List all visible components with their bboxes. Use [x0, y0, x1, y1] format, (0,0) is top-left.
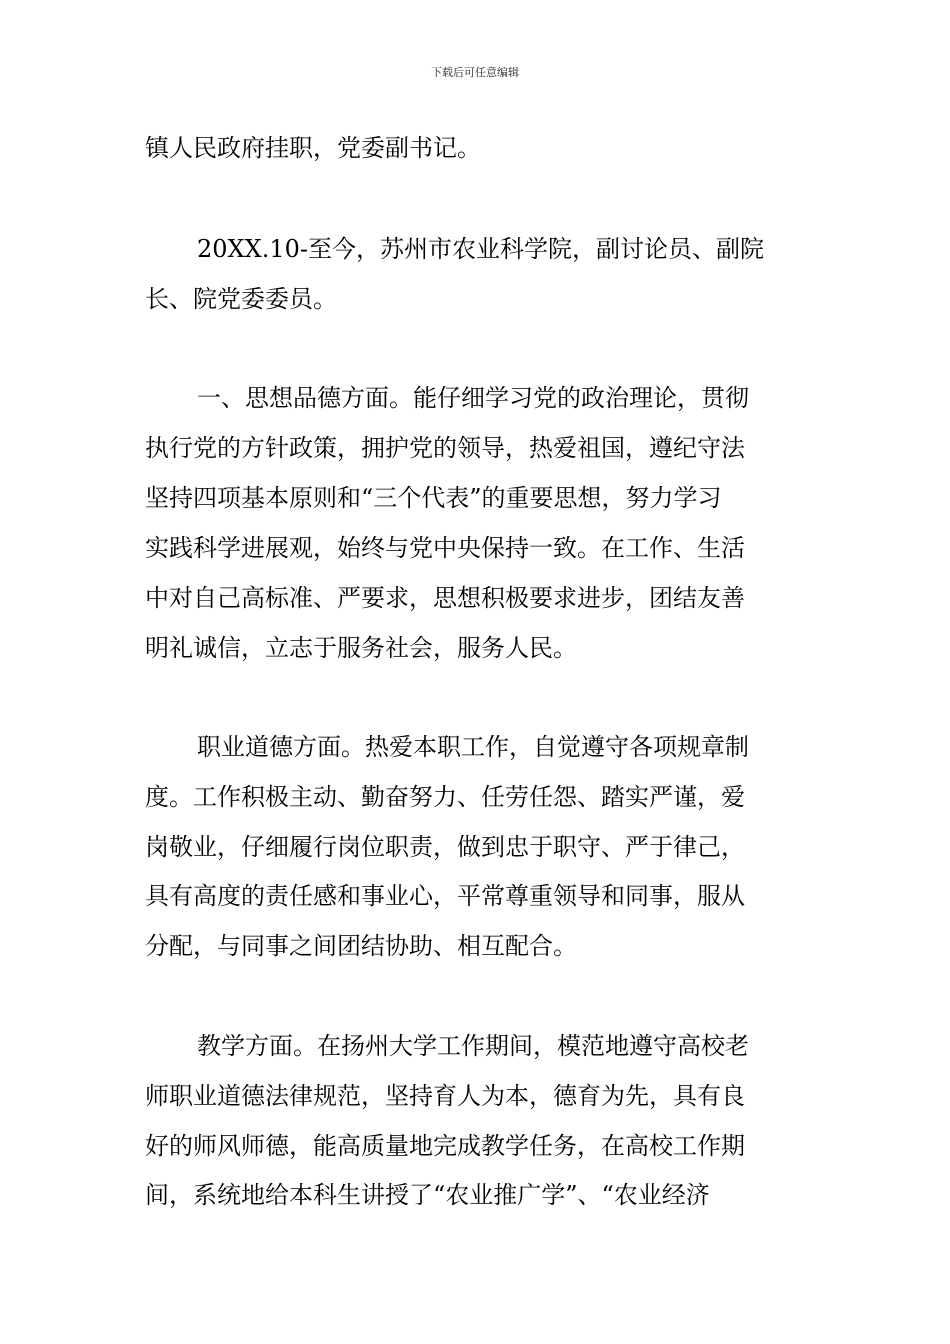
text-line: 度。工作积极主动、勤奋努力、任劳任怨、踏实严谨，爱 [145, 783, 745, 811]
text-line: 间，系统地给本科生讲授了“农业推广学”、“农业经济 [145, 1181, 710, 1209]
text-line: 好的师风师德，能高质量地完成教学任务，在高校工作期 [145, 1132, 745, 1160]
text-line: 师职业道德法律规范，坚持育人为本，德育为先，具有良 [145, 1082, 745, 1110]
text-line: 教学方面。在扬州大学工作期间，模范地遵守高校老 [197, 1032, 749, 1060]
text-line: 中对自己高标准、严要求，思想积极要求进步，团结友善 [145, 584, 745, 612]
text-line: 长、院党委委员。 [145, 285, 337, 313]
text-line: 岗敬业，仔细履行岗位职责，做到忠于职守、严于律己， [145, 833, 745, 861]
text-line: 20XX.10-至今，苏州市农业科学院，副讨论员、副院 [197, 235, 764, 263]
text-line: 执行党的方针政策，拥护党的领导，热爱祖国，遵纪守法 [145, 434, 745, 462]
text-line: 坚持四项基本原则和“三个代表”的重要思想，努力学习 [145, 484, 722, 512]
text-line: 具有高度的责任感和事业心，平常尊重领导和同事，服从 [145, 882, 745, 910]
text-line: 镇人民政府挂职，党委副书记。 [145, 134, 481, 162]
text-line: 实践科学进展观，始终与党中央保持一致。在工作、生活 [145, 534, 745, 562]
text-line: 一、思想品德方面。能仔细学习党的政治理论，贯彻 [197, 384, 749, 412]
text-line: 分配，与同事之间团结协助、相互配合。 [145, 932, 577, 960]
page-header: 下载后可任意编辑 [431, 66, 519, 79]
text-line: 明礼诚信，立志于服务社会，服务人民。 [145, 634, 577, 662]
text-line: 职业道德方面。热爱本职工作，自觉遵守各项规章制 [197, 733, 749, 761]
